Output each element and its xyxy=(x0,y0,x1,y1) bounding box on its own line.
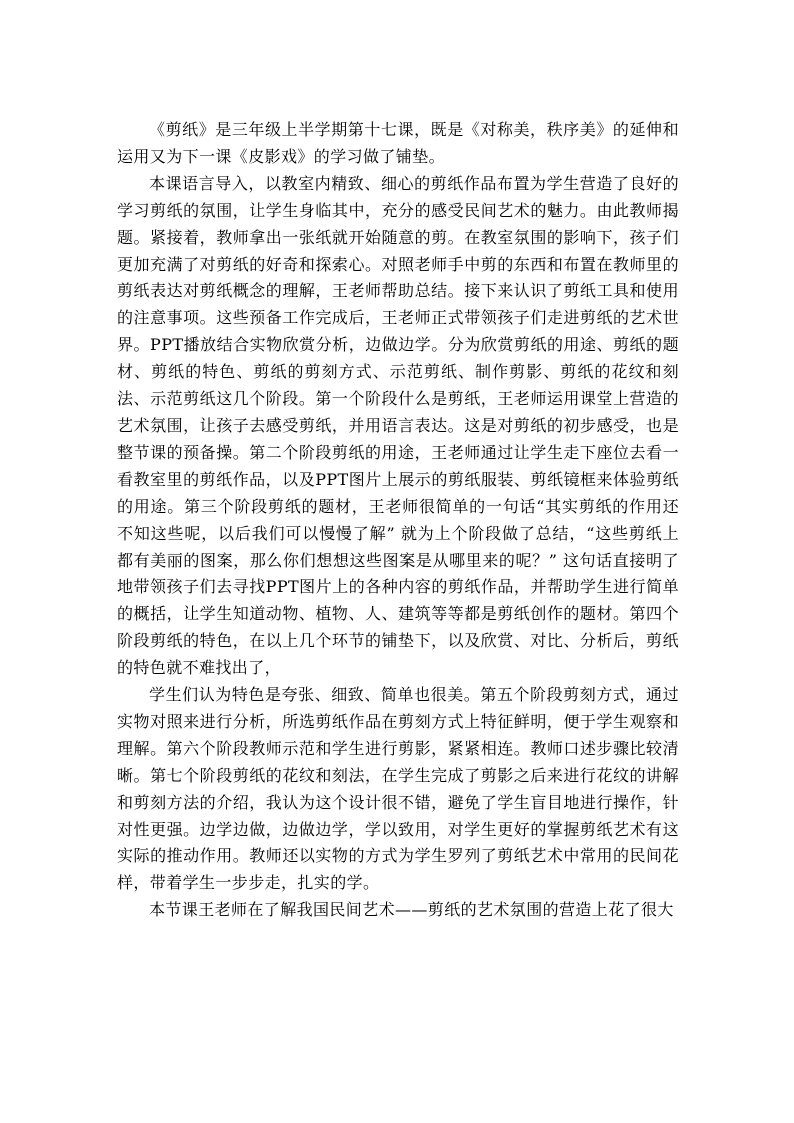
document-page xyxy=(117,117,679,924)
paragraph-student-observations: 学生们认为特色是夸张、细致、简单也很美。第五个阶段剪刻方式，通过实物对照来进行分析，所选剪纸作品在剪刻方式上特征鲜明，便于学生观察和理解。第六个阶段教师示范和学生进行剪影，紧紧相连。教师口述步骤比较清晰。第七个阶段剪纸的花纹和刻法，在学生完成了剪影之后来进行花纹的讲解和剪刻方法的介绍，我认为这个设计很不错，避免了学生盲目地进行操作，针对性更强。边学边做，边做边学，学以致用，对学生更好的掌握剪纸艺术有这实际的推动作用。教师还以实物的方式为学生罗列了剪纸艺术中常用的民间花样，带着学生一步步走，扎实的学。 xyxy=(117,685,679,893)
paragraph-conclusion-start: 本节课王老师在了解我国民间艺术——剪纸的艺术氛围的营造上花了很大 xyxy=(149,900,674,920)
paragraph-lesson-process: 本课语言导入，以教室内精致、细心的剪纸作品布置为学生营造了良好的学习剪纸的氛围，让学生身临其中，充分的感受民间艺术的魅力。由此教师揭题。紧接着，教师拿出一张纸就开始随意的剪。在教室氛围的影响下，孩子们更加充满了对剪纸的好奇和探索心。对照老师手中剪的东西和布置在教师里的剪纸表达对剪纸概念的理解，王老师帮助总结。接下来认识了剪纸工具和使用的注意事项。这些预备工作完成后，王老师正式带领孩子们走进剪纸的艺术世界。PPT播放结合实物欣赏分析，边做边学。分为欣赏剪纸的用途、剪纸的题材、剪纸的特色、剪纸的剪刻方式、示范剪纸、制作剪影、剪纸的花纹和刻法、示范剪纸这几个阶段。第一个阶段什么是剪纸，王老师运用课堂上营造的艺术氛围，让孩子去感受剪纸，并用语言表达。这是对剪纸的初步感受，也是整节课的预备操。第二个阶段剪纸的用途，王老师通过让学生走下座位去看一看教室里的剪纸作品，以及PPT图片上展示的剪纸服装、剪纸镜框来体验剪纸的用途。第三个阶段剪纸的题材，王老师很简单的一句话“其实剪纸的作用还不知这些呢，以后我们可以慢慢了解” 就为上个阶段做了总结，“这些剪纸上都有美丽的图案，那么你们想想这些图案是从哪里来的呢？” 这句话直接明了地带领孩子们去寻找PPT图片上的各种内容的剪纸作品，并帮助学生进行简单的概括，让学生知道动物、植物、人、建筑等等都是剪纸创作的题材。第四个阶段剪纸的特色，在以上几个环节的铺垫下，以及欣赏、对比、分析后，剪纸的特色就不难找出了， xyxy=(117,173,679,678)
paragraph-intro: 《剪纸》是三年级上半学期第十七课，既是《对称美，秩序美》的延伸和运用又为下一课《皮影戏》的学习做了铺垫。 xyxy=(117,120,679,166)
